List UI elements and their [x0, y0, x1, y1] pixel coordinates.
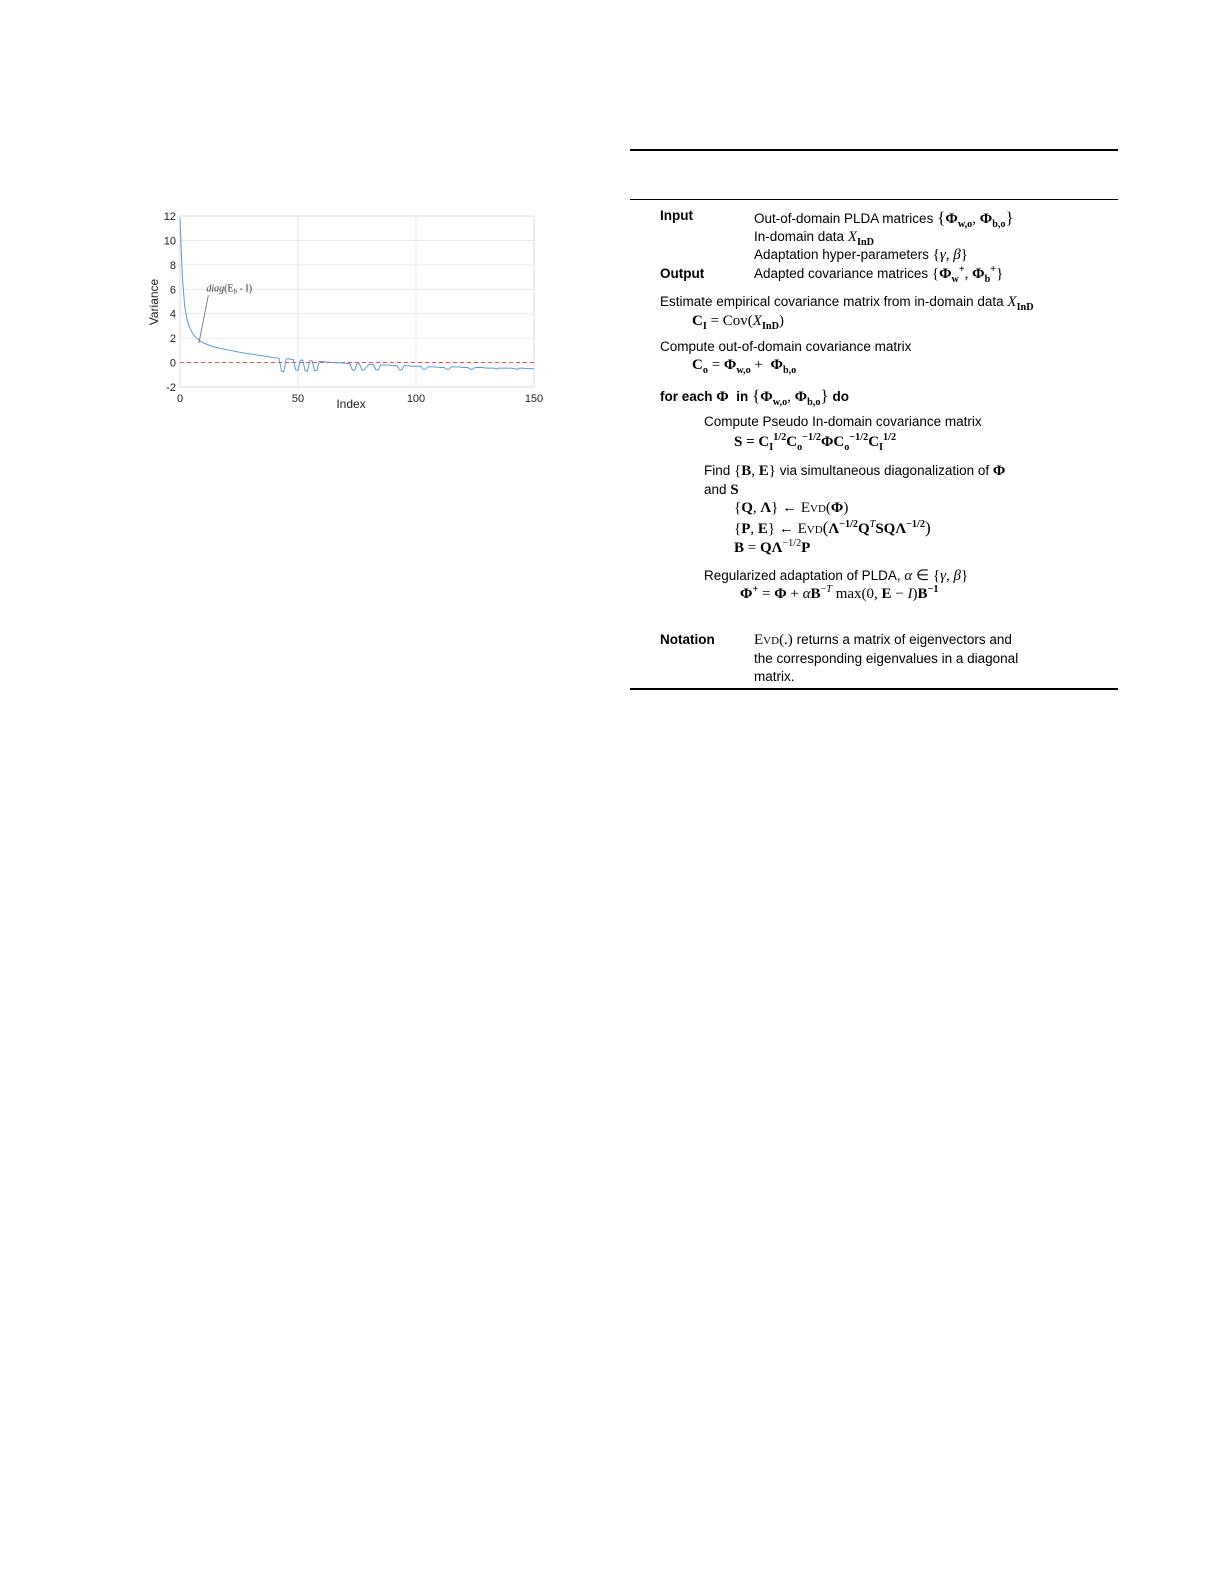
variance-chart-svg — [130, 200, 550, 415]
evd-phi-equation: {Q, Λ} ← Evd(Φ) — [734, 500, 849, 516]
input-line-1: Out-of-domain PLDA matrices {$\Phi_{w,o}$, $\Phi_{b,o}$} — [754, 208, 1014, 230]
y-tick-label: 10 — [163, 235, 176, 248]
find-step: Find {B, E} via simultaneous diagonalization of Φ — [704, 463, 1006, 479]
y-tick-label: -2 — [166, 382, 176, 394]
plot-area — [180, 216, 534, 387]
compute-ood-step: Compute out-of-domain covariance matrix — [660, 339, 912, 354]
input-line-2: In-domain data $X_{InD}$ — [754, 229, 874, 248]
notation-line-2: the corresponding eigenvalues in a diagonal — [754, 651, 1019, 666]
y-tick-label: 8 — [169, 259, 176, 272]
evd-s-equation: {P, E} ← $Evd(\Lambda^{-1/2}Q^TSQ\Lambda^{-1/2})$ — [734, 518, 931, 537]
input-label: Input — [660, 208, 693, 223]
output-label: Output — [660, 266, 705, 281]
pseudo-step: Compute Pseudo In-domain covariance matrix — [704, 414, 982, 429]
for-each-loop: for each Φ in {$\Phi_{w,o}$, $\Phi_{b,o}$} do — [660, 386, 849, 408]
top-rule — [630, 149, 1118, 151]
co-equation: $C_o = \Phi_{w,o} + \Phi_{b,o}$ — [692, 357, 797, 376]
x-tick-label: 150 — [524, 393, 544, 405]
algorithm-box — [630, 149, 1118, 691]
variance-chart — [130, 200, 550, 415]
notation-label: Notation — [660, 632, 715, 647]
notation-line-1: Evd(.) returns a matrix of eigenvectors and — [754, 632, 1012, 648]
phi-plus-equation: $\Phi^+ = \Phi + \alpha B^{-T}$ max(0, $E - I)B^{-1}$ — [740, 584, 939, 602]
annotation-label: $diag(E_b - I)$ — [206, 283, 253, 296]
notation-line-3: matrix. — [754, 669, 795, 684]
y-tick-label: 12 — [163, 211, 176, 223]
input-line-3: Adaptation hyper-parameters {γ, β} — [754, 247, 968, 263]
x-tick-label: 50 — [291, 393, 305, 405]
y-tick-label: 2 — [169, 333, 176, 346]
output-line-1: Adapted covariance matrices {$\Phi_w^+$, $\Phi_b^+$} — [754, 264, 1004, 285]
y-tick-label: 6 — [169, 284, 176, 297]
bottom-rule — [630, 688, 1118, 690]
ci-equation: $C_I = Cov(X_{InD})$ — [692, 313, 784, 332]
b-equation: $B = Q\Lambda^{-1/2}P$ — [734, 538, 811, 556]
x-axis-label: Index — [336, 397, 366, 411]
header-rule — [630, 199, 1118, 200]
y-axis-label: Variance — [147, 278, 161, 326]
y-tick-label: 0 — [169, 357, 176, 370]
s-equation: $S = C_I^{1/2}C_o^{-1/2}\Phi C_o^{-1/2}C_I^{1/2}$ — [734, 432, 897, 453]
estimate-step: Estimate empirical covariance matrix from in-domain data $X_{InD}$ — [660, 294, 1034, 313]
y-tick-label: 4 — [169, 308, 176, 321]
regularize-step: Regularized adaptation of PLDA, α ∈ {γ, β} — [704, 568, 969, 584]
x-tick-label: 100 — [406, 393, 426, 405]
x-tick-label: 0 — [176, 393, 184, 405]
find-step-cont: and S — [704, 482, 739, 498]
